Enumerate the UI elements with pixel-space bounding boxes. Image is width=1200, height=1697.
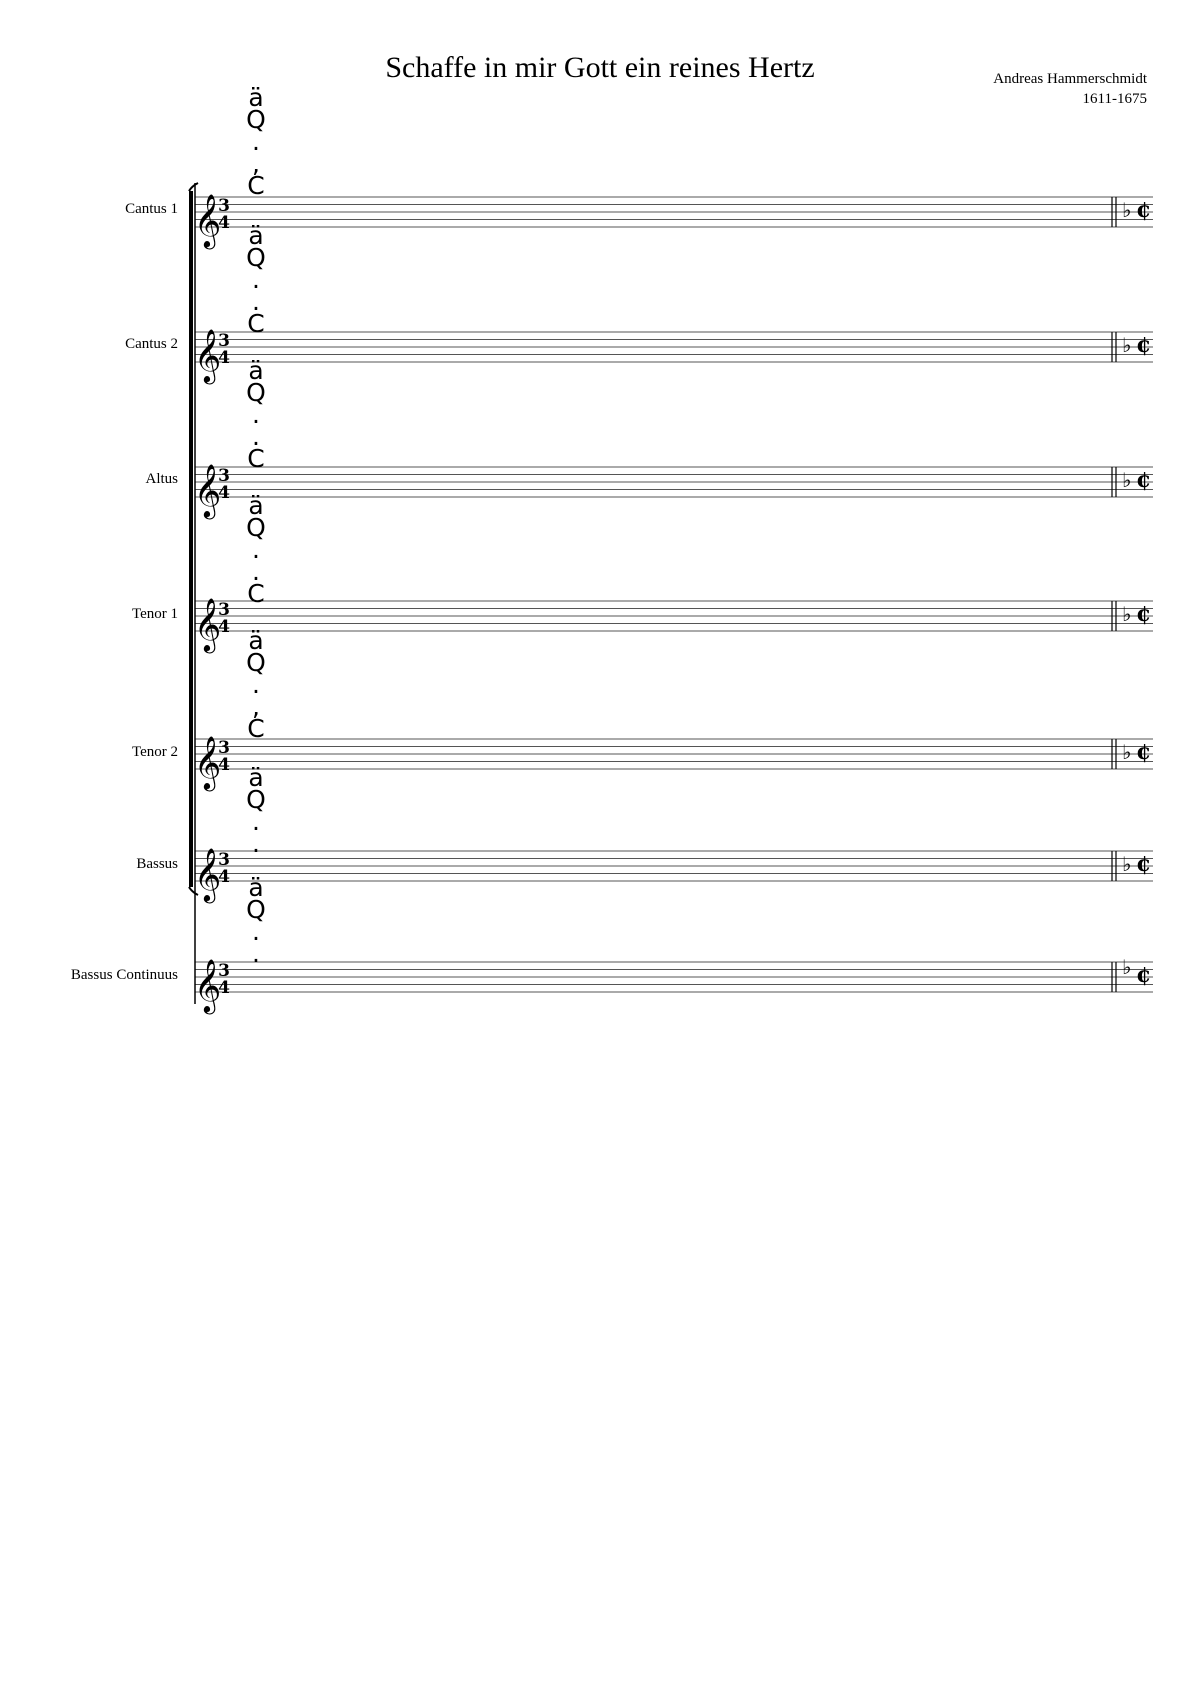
staff-marking: .	[252, 829, 260, 858]
staff-marking: .	[252, 917, 260, 946]
composer-dates: 1611-1675	[1082, 91, 1147, 107]
staff-label-cantus-1: Cantus 1	[125, 201, 178, 217]
staff-marking: Q	[246, 243, 266, 272]
staff-marking: C	[247, 579, 265, 608]
staff-marking: ä	[248, 763, 264, 792]
staff	[194, 626, 1153, 791]
time-signature-top: 3	[218, 961, 230, 981]
staff-marking: .	[252, 670, 260, 699]
staff-label-tenor-1: Tenor 1	[131, 606, 178, 622]
staff	[194, 221, 1153, 384]
time-signature-top: 3	[218, 331, 230, 351]
flat-icon: ♭	[1122, 955, 1132, 979]
cut-time-icon: ¢	[1136, 962, 1152, 988]
composer-name: Andreas Hammerschmidt	[993, 71, 1147, 87]
staff-marking: .	[252, 939, 260, 968]
staff-marking: ä	[248, 83, 264, 112]
time-signature-bottom: 4	[218, 348, 230, 368]
staff	[194, 873, 1153, 1014]
staff-marking: ä	[248, 356, 264, 385]
flat-icon: ♭	[1122, 198, 1132, 222]
staff-marking: .	[252, 400, 260, 429]
cut-time-icon: ¢	[1136, 601, 1152, 627]
staff-label-altus: Altus	[145, 471, 178, 487]
staff-marking: ä	[248, 491, 264, 520]
staff	[194, 763, 1153, 903]
staff-marking: .	[252, 287, 260, 316]
staff-marking: Q	[246, 513, 266, 542]
treble-clef-icon: 𝄞	[194, 193, 222, 247]
flat-icon: ♭	[1122, 602, 1132, 626]
staff-marking: ä	[248, 626, 264, 655]
time-signature-top: 3	[218, 196, 230, 216]
cut-time-icon: ¢	[1136, 851, 1152, 877]
flat-icon: ♭	[1122, 740, 1132, 764]
staff-marking: Q	[246, 648, 266, 677]
treble-clef-icon: 𝄞	[194, 847, 222, 901]
bracket-top-hook	[189, 183, 198, 191]
time-signature-bottom: 4	[218, 617, 230, 637]
time-signature-top: 3	[218, 738, 230, 758]
staff-marking: C	[247, 309, 265, 338]
time-signature-bottom: 4	[218, 213, 230, 233]
staff-marking: .	[252, 535, 260, 564]
cut-time-icon: ¢	[1136, 332, 1152, 358]
flat-icon: ♭	[1122, 333, 1132, 357]
staff	[194, 491, 1153, 653]
staff-marking: Q	[246, 785, 266, 814]
staff-marking: .	[252, 557, 260, 586]
treble-clef-icon: 𝄞	[194, 958, 222, 1012]
cut-time-icon: ¢	[1136, 467, 1152, 493]
staff-marking: ,	[252, 692, 260, 721]
time-signature-top: 3	[218, 600, 230, 620]
treble-clef-icon: 𝄞	[194, 735, 222, 789]
time-signature-bottom: 4	[218, 978, 230, 998]
staff-marking: .	[252, 265, 260, 294]
staff-label-bassus-continuus: Bassus Continuus	[70, 967, 178, 983]
staff-marking: C	[247, 714, 265, 743]
cut-time-icon: ¢	[1136, 739, 1152, 765]
staff-marking: Q	[246, 895, 266, 924]
flat-icon: ♭	[1122, 468, 1132, 492]
staff-marking: Q	[246, 378, 266, 407]
staff	[194, 83, 1153, 249]
treble-clef-icon: 𝄞	[194, 597, 222, 651]
staff-marking: .	[252, 127, 260, 156]
staff-marking: C	[247, 171, 265, 200]
staff-marking: .	[252, 807, 260, 836]
time-signature-bottom: 4	[218, 483, 230, 503]
staff-marking: C	[247, 444, 265, 473]
staff-label-bassus: Bassus	[136, 856, 178, 872]
staff	[194, 356, 1153, 519]
treble-clef-icon: 𝄞	[194, 463, 222, 517]
staff-label-tenor-2: Tenor 2	[131, 744, 178, 760]
staff-marking: ,	[252, 149, 260, 178]
time-signature-bottom: 4	[218, 867, 230, 887]
staff-marking: Q	[246, 105, 266, 134]
cut-time-icon: ¢	[1136, 197, 1152, 223]
treble-clef-icon: 𝄞	[194, 328, 222, 382]
score-title: Schaffe in mir Gott ein reines Hertz	[385, 51, 815, 84]
time-signature-top: 3	[218, 466, 230, 486]
flat-icon: ♭	[1122, 852, 1132, 876]
staff-marking: ä	[248, 873, 264, 902]
time-signature-bottom: 4	[218, 755, 230, 775]
staff-label-cantus-2: Cantus 2	[125, 336, 178, 352]
time-signature-top: 3	[218, 850, 230, 870]
staff-marking: .	[252, 422, 260, 451]
staff-marking: ä	[248, 221, 264, 250]
